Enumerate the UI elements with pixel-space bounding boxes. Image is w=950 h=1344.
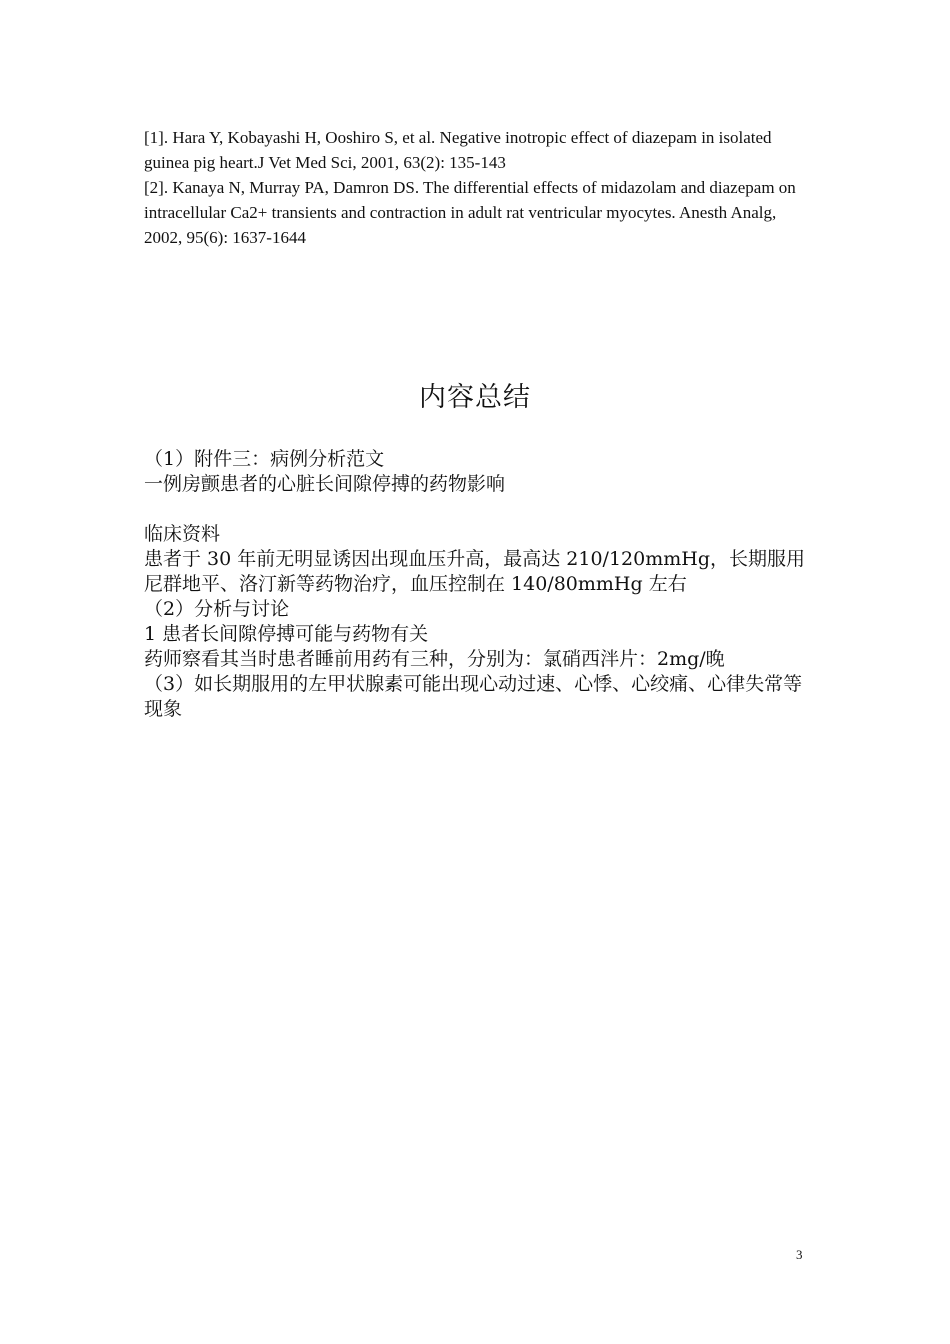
page-number: 3 — [796, 1247, 803, 1262]
references-section — [144, 125, 814, 250]
summary-line-case-title: 一例房颤患者的心脏长间隙停搏的药物影响 — [144, 473, 506, 495]
summary-line-analysis-heading: （2）分析与讨论 — [144, 598, 290, 620]
summary-line-clinical-data: 患者于 30 年前无明显诱因出现血压升高，最高达 210/120mmHg，长期服用尼群地平、洛汀新等药物治疗，血压控制在 140/80mmHg 左右 — [144, 548, 805, 595]
summary-line-medication-review: 药师察看其当时患者睡前用药有三种，分别为：氯硝西泮片：2mg/晚 — [144, 648, 725, 670]
reference-1: [1]. Hara Y, Kobayashi H, Ooshiro S, et al. Negative inotropic effect of diazepam in isolated guinea pig heart.J Vet Med Sci, 2001, 63(2): 135-143 — [144, 128, 772, 172]
summary-line-attachment: （1）附件三：病例分析范文 — [144, 448, 385, 470]
paragraph-spacer — [144, 497, 812, 522]
summary-line-clinical-data-heading: 临床资料 — [144, 523, 221, 545]
summary-body — [144, 447, 812, 722]
summary-title: 内容总结 — [419, 382, 531, 413]
summary-line-analysis-point-1: 1 患者长间隙停搏可能与药物有关 — [144, 623, 429, 645]
reference-2: [2]. Kanaya N, Murray PA, Damron DS. The differential effects of midazolam and diazepam on intracellular Ca2+ transients and contraction in adult rat ventricular myocytes. Anesth Analg, 2002, 95(6): 1637-1644 — [144, 178, 796, 247]
summary-line-levothyroxine-note: （3）如长期服用的左甲状腺素可能出现心动过速、心悸、心绞痛、心律失常等现象 — [144, 673, 803, 720]
